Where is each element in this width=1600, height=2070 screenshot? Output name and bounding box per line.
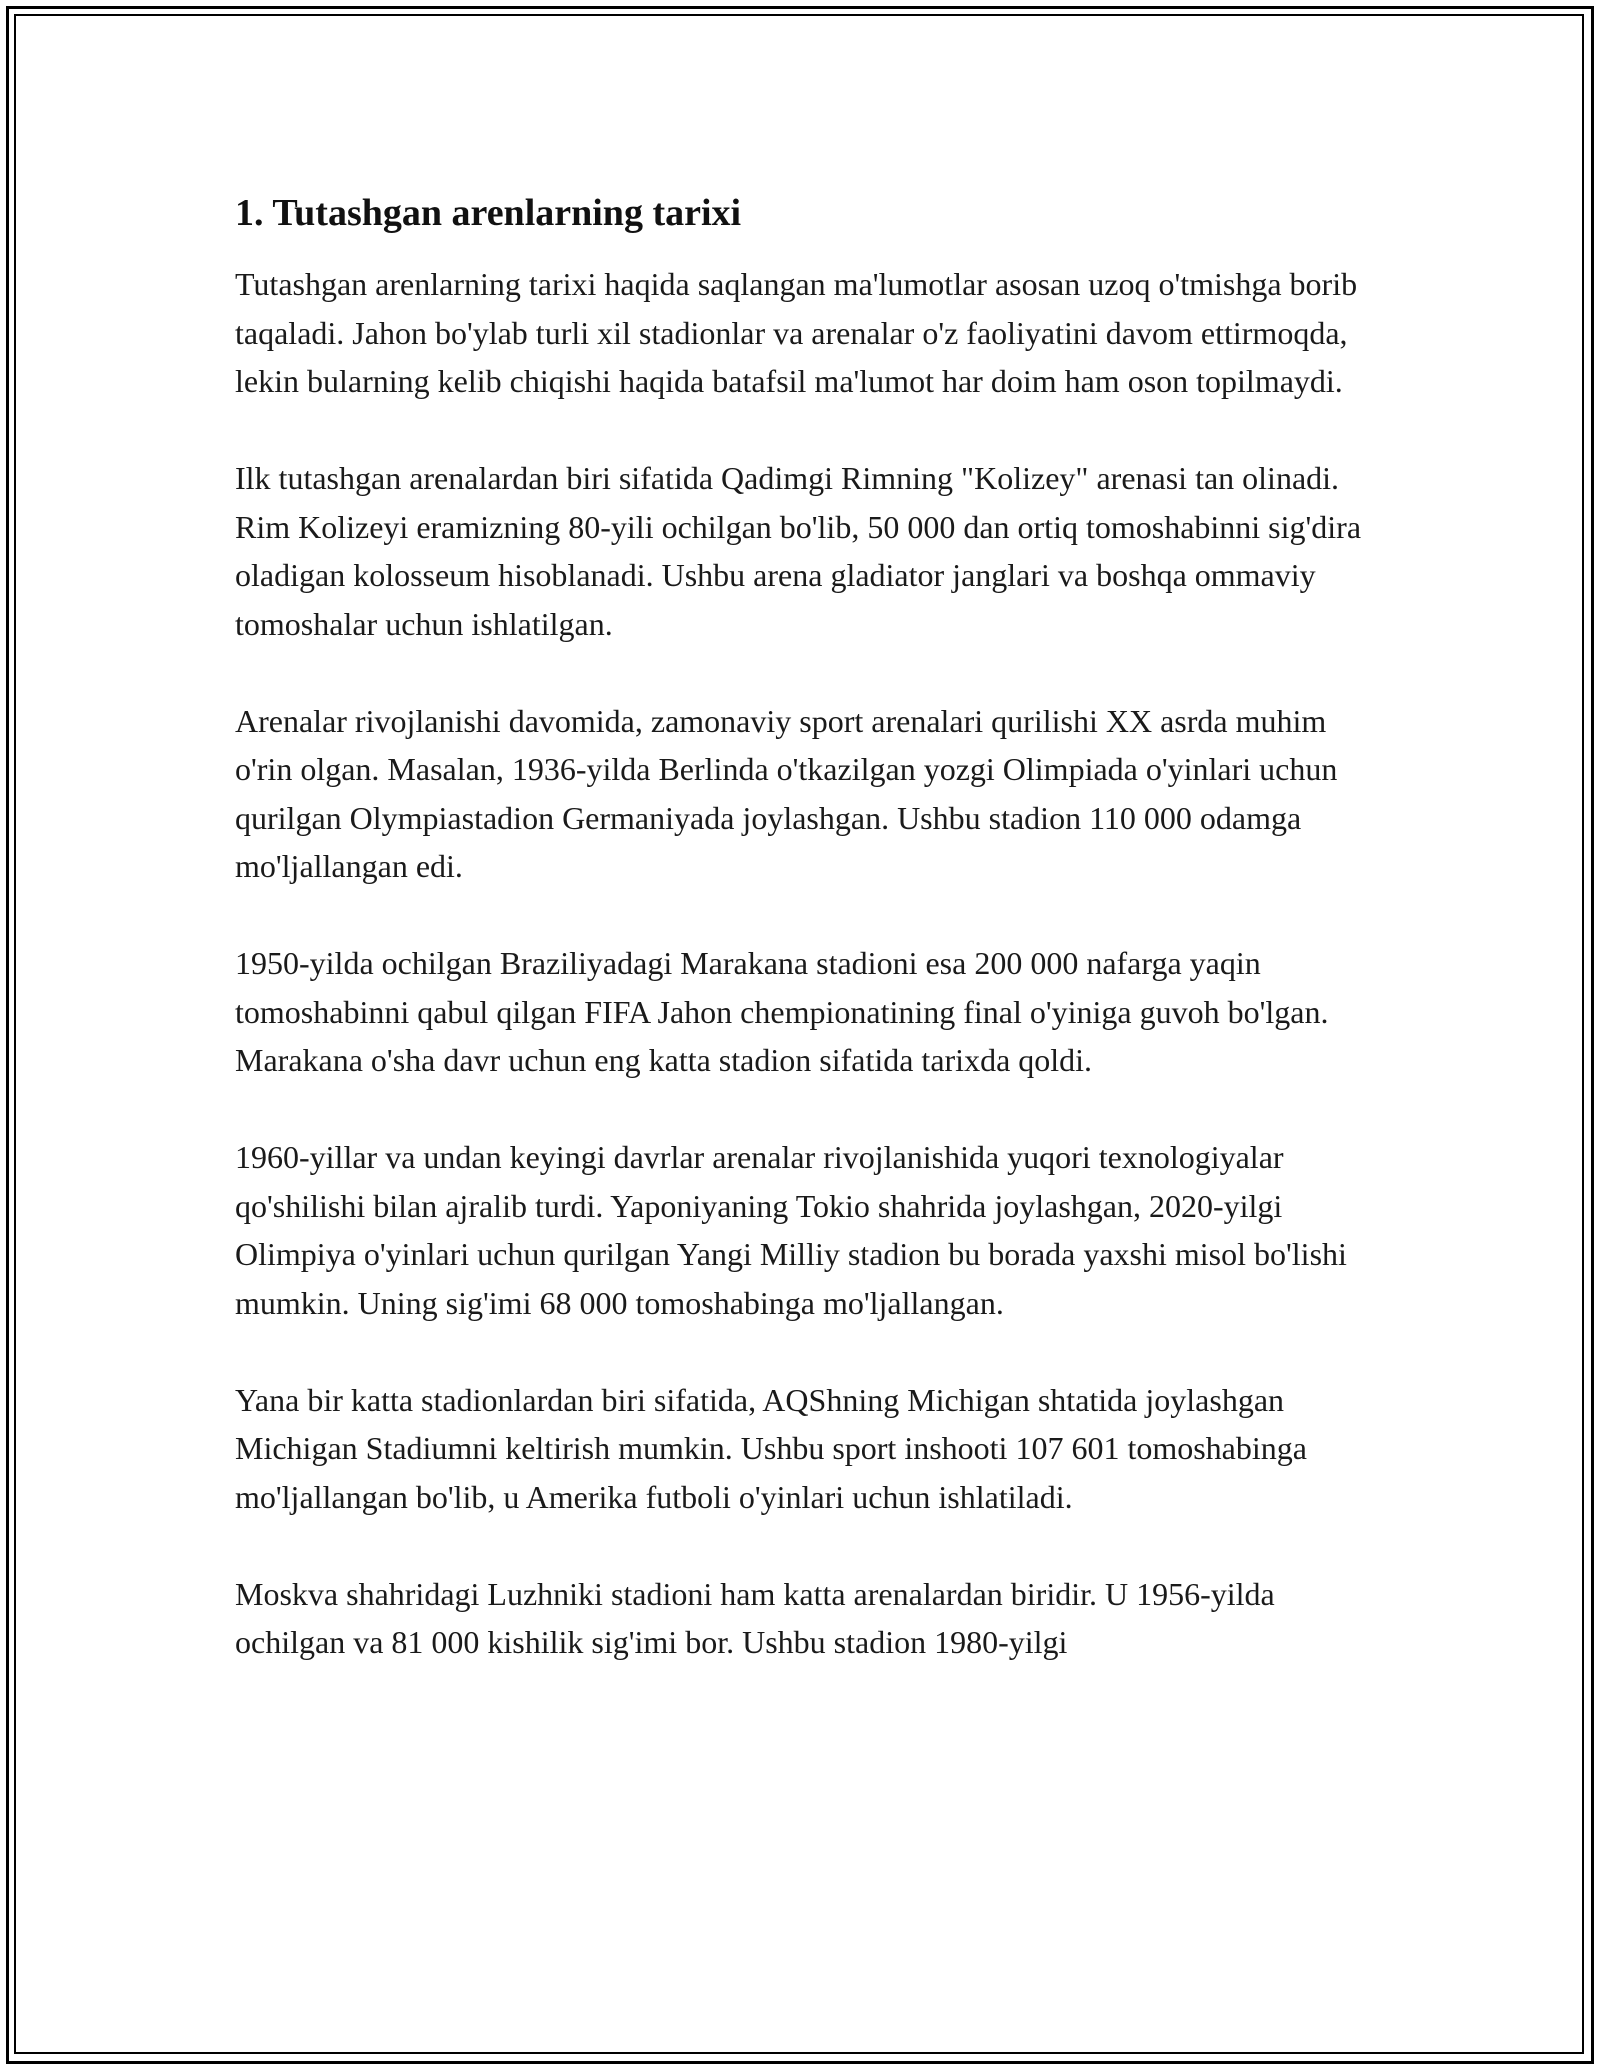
paragraph-6: Yana bir katta stadionlardan biri sifatida, AQShning Michigan shtatida joylashgan Michigan Stadiumni keltirish mumkin. Ushbu sport inshooti 107 601 tomoshabinga mo'ljallangan bo'lib, u Amerika futboli o'yinlari uchun ishlatiladi.: [235, 1381, 1307, 1515]
section-heading: 1. Tutashgan arenlarning tarixi: [235, 192, 742, 234]
paragraph-2: Ilk tutashgan arenalardan biri sifatida Qadimgi Rimning "Kolizey" arenasi tan olinadi. Rim Kolizeyi eramizning 80-yili ochilgan bo'lib, 50 000 dan ortiq tomoshabinni sig'dira oladigan kolosseum hisoblanadi. Ushbu arena gladiator janglari va boshqa ommaviy tomoshalar uchun ishlatilgan.: [235, 460, 1362, 642]
document-body: [235, 188, 1375, 1715]
paragraph-3: Arenalar rivojlanishi davomida, zamonaviy sport arenalari qurilishi XX asrda muhim o'rin olgan. Masalan, 1936-yilda Berlinda o'tkazilgan yozgi Olimpiada o'yinlari uchun qurilgan Olympiastadion Germaniyada joylashgan. Ushbu stadion 110 000 odamga mo'ljallangan edi.: [235, 702, 1338, 884]
paragraph-1: Tutashgan arenlarning tarixi haqida saqlangan ma'lumotlar asosan uzoq o'tmishga borib taqaladi. Jahon bo'ylab turli xil stadionlar va arenalar o'z faoliyatini davom ettirmoqda, lekin bularning kelib chiqishi haqida batafsil ma'lumot har doim ham oson topilmaydi.: [235, 266, 1358, 399]
paragraph-5: 1960-yillar va undan keyingi davrlar arenalar rivojlanishida yuqori texnologiyalar qo'shilishi bilan ajralib turdi. Yaponiyaning Tokio shahrida joylashgan, 2020-yilgi Olimpiya o'yinlari uchun qurilgan Yangi Milliy stadion bu borada yaxshi misol bo'lishi mumkin. Uning sig'imi 68 000 tomoshabinga mo'ljallangan.: [235, 1139, 1347, 1321]
paragraph-7: Moskva shahridagi Luzhniki stadioni ham katta arenalardan biridir. U 1956-yilda ochilgan va 81 000 kishilik sig'imi bor. Ushbu stadion 1980-yilgi: [235, 1575, 1275, 1660]
paragraph-4: 1950-yilda ochilgan Braziliyadagi Marakana stadioni esa 200 000 nafarga yaqin tomoshabinni qabul qilgan FIFA Jahon chempionatining final o'yiniga guvoh bo'lgan. Marakana o'sha davr uchun eng katta stadion sifatida tarixda qoldi.: [235, 945, 1329, 1078]
